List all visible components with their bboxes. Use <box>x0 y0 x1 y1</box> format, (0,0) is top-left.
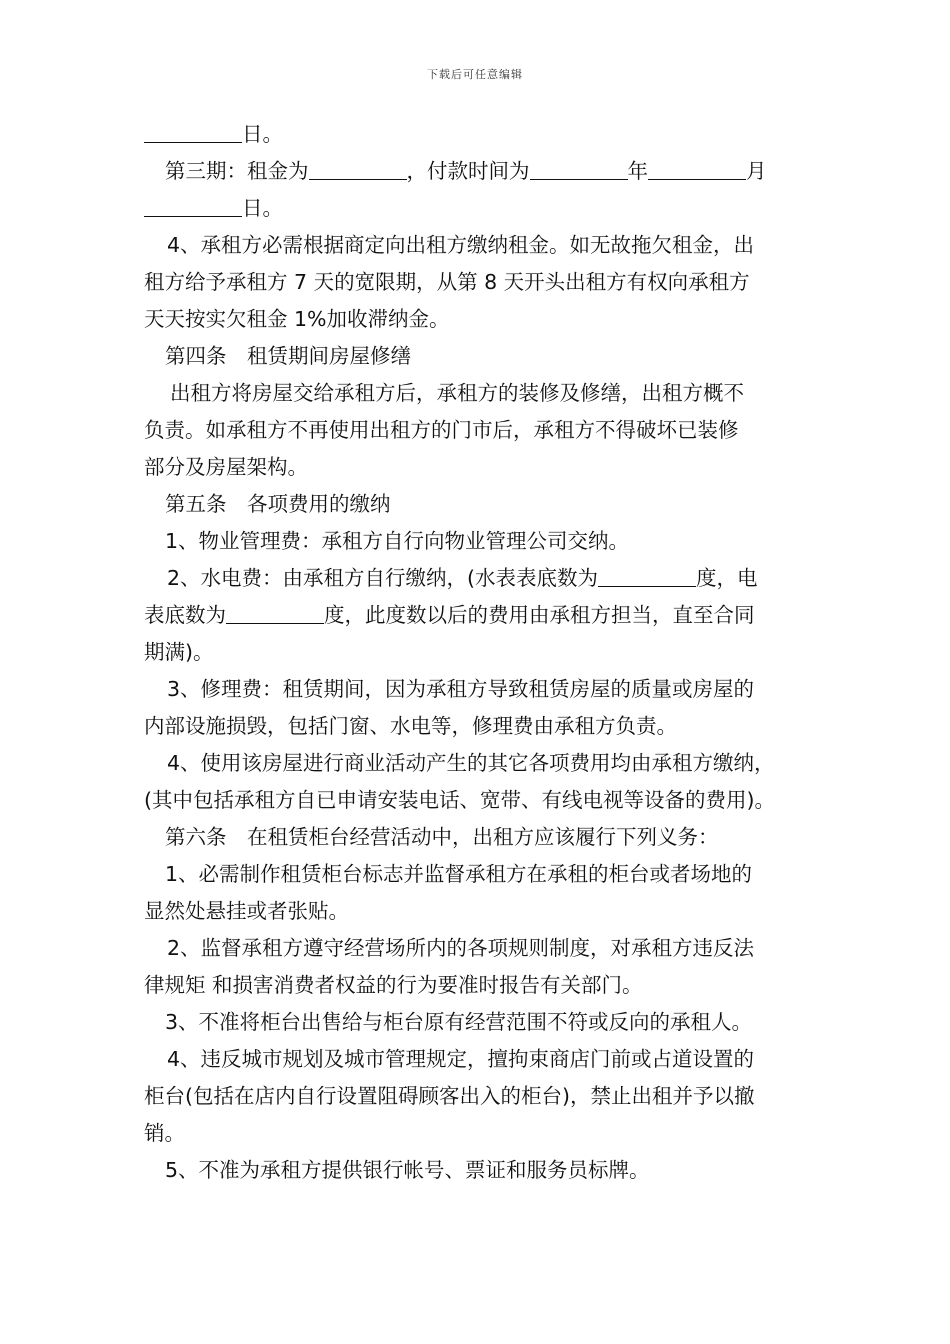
document-body <box>144 116 809 1189</box>
text-line: 租方给予承租方 7 天的宽限期，从第 8 天开头出租方有权向承租方 <box>144 270 750 294</box>
text-line-content: 日。 <box>242 122 283 146</box>
text-line: 期满)。 <box>144 640 214 664</box>
text-line <box>144 597 809 634</box>
fill-blank[interactable] <box>144 122 242 143</box>
text-line-content: 度，电 <box>696 566 758 590</box>
fill-blank[interactable] <box>648 159 746 180</box>
text-line: 2、监督承租方遵守经营场所内的各项规则制度，对承租方违反法 <box>167 936 755 960</box>
fill-blank[interactable] <box>598 566 696 587</box>
text-line: 显然处悬挂或者张贴。 <box>144 899 349 923</box>
section-heading: 第六条 在租赁柜台经营活动中，出租方应该履行下列义务： <box>165 825 719 849</box>
text-line: 销。 <box>144 1121 185 1145</box>
page-header: 下载后可任意编辑 <box>427 68 523 81</box>
text-line-content: 2、水电费：由承租方自行缴纳，(水表表底数为 <box>167 566 599 590</box>
text-line <box>144 116 809 153</box>
fill-blank[interactable] <box>530 159 628 180</box>
text-line: 5、不准为承租方提供银行帐号、票证和服务员标牌。 <box>165 1158 650 1182</box>
text-line-content: 表底数为 <box>144 603 226 627</box>
text-line-content: 第三期：租金为 <box>165 159 309 183</box>
text-line: 天天按实欠租金 1%加收滞纳金。 <box>144 307 450 331</box>
text-line: (其中包括承租方自已申请安装电话、宽带、有线电视等设备的费用)。 <box>144 788 775 812</box>
text-line: 3、修理费：租赁期间，因为承租方导致租赁房屋的质量或房屋的 <box>167 677 755 701</box>
text-line-content: 日。 <box>242 196 283 220</box>
text-line-content: 月 <box>746 159 767 183</box>
text-line: 柜台(包括在店内自行设置阻碍顾客出入的柜台)，禁止出租并予以撤 <box>144 1084 755 1108</box>
text-line: 4、使用该房屋进行商业活动产生的其它各项费用均由承租方缴纳， <box>167 751 775 775</box>
text-line <box>144 153 809 190</box>
text-line: 部分及房屋架构。 <box>144 455 308 479</box>
text-line: 出租方将房屋交给承租方后，承租方的装修及修缮，出租方概不 <box>170 381 744 405</box>
text-line: 4、承租方必需根据商定向出租方缴纳租金。如无故拖欠租金，出 <box>167 233 755 257</box>
text-line: 负责。如承租方不再使用出租方的门市后，承租方不得破坏已装修 <box>144 418 739 442</box>
text-line <box>144 560 809 597</box>
text-line: 1、必需制作租赁柜台标志并监督承租方在承租的柜台或者场地的 <box>165 862 753 886</box>
text-line: 3、不准将柜台出售给与柜台原有经营范围不符或反向的承租人。 <box>165 1010 753 1034</box>
text-line-content: 度，此度数以后的费用由承租方担当，直至合同 <box>324 603 755 627</box>
text-line: 律规矩 和损害消费者权益的行为要准时报告有关部门。 <box>144 973 643 997</box>
section-heading: 第五条 各项费用的缴纳 <box>165 492 391 516</box>
text-line-content: 年 <box>627 159 648 183</box>
fill-blank[interactable] <box>144 196 242 217</box>
text-line <box>144 190 809 227</box>
text-line: 1、物业管理费：承租方自行向物业管理公司交纳。 <box>165 529 630 553</box>
fill-blank[interactable] <box>309 159 407 180</box>
fill-blank[interactable] <box>226 603 324 624</box>
text-line: 内部设施损毁，包括门窗、水电等，修理费由承租方负责。 <box>144 714 677 738</box>
text-line-content: ，付款时间为 <box>406 159 530 183</box>
text-line: 4、违反城市规划及城市管理规定，擅拘束商店门前或占道设置的 <box>167 1047 755 1071</box>
section-heading: 第四条 租赁期间房屋修缮 <box>165 344 411 368</box>
